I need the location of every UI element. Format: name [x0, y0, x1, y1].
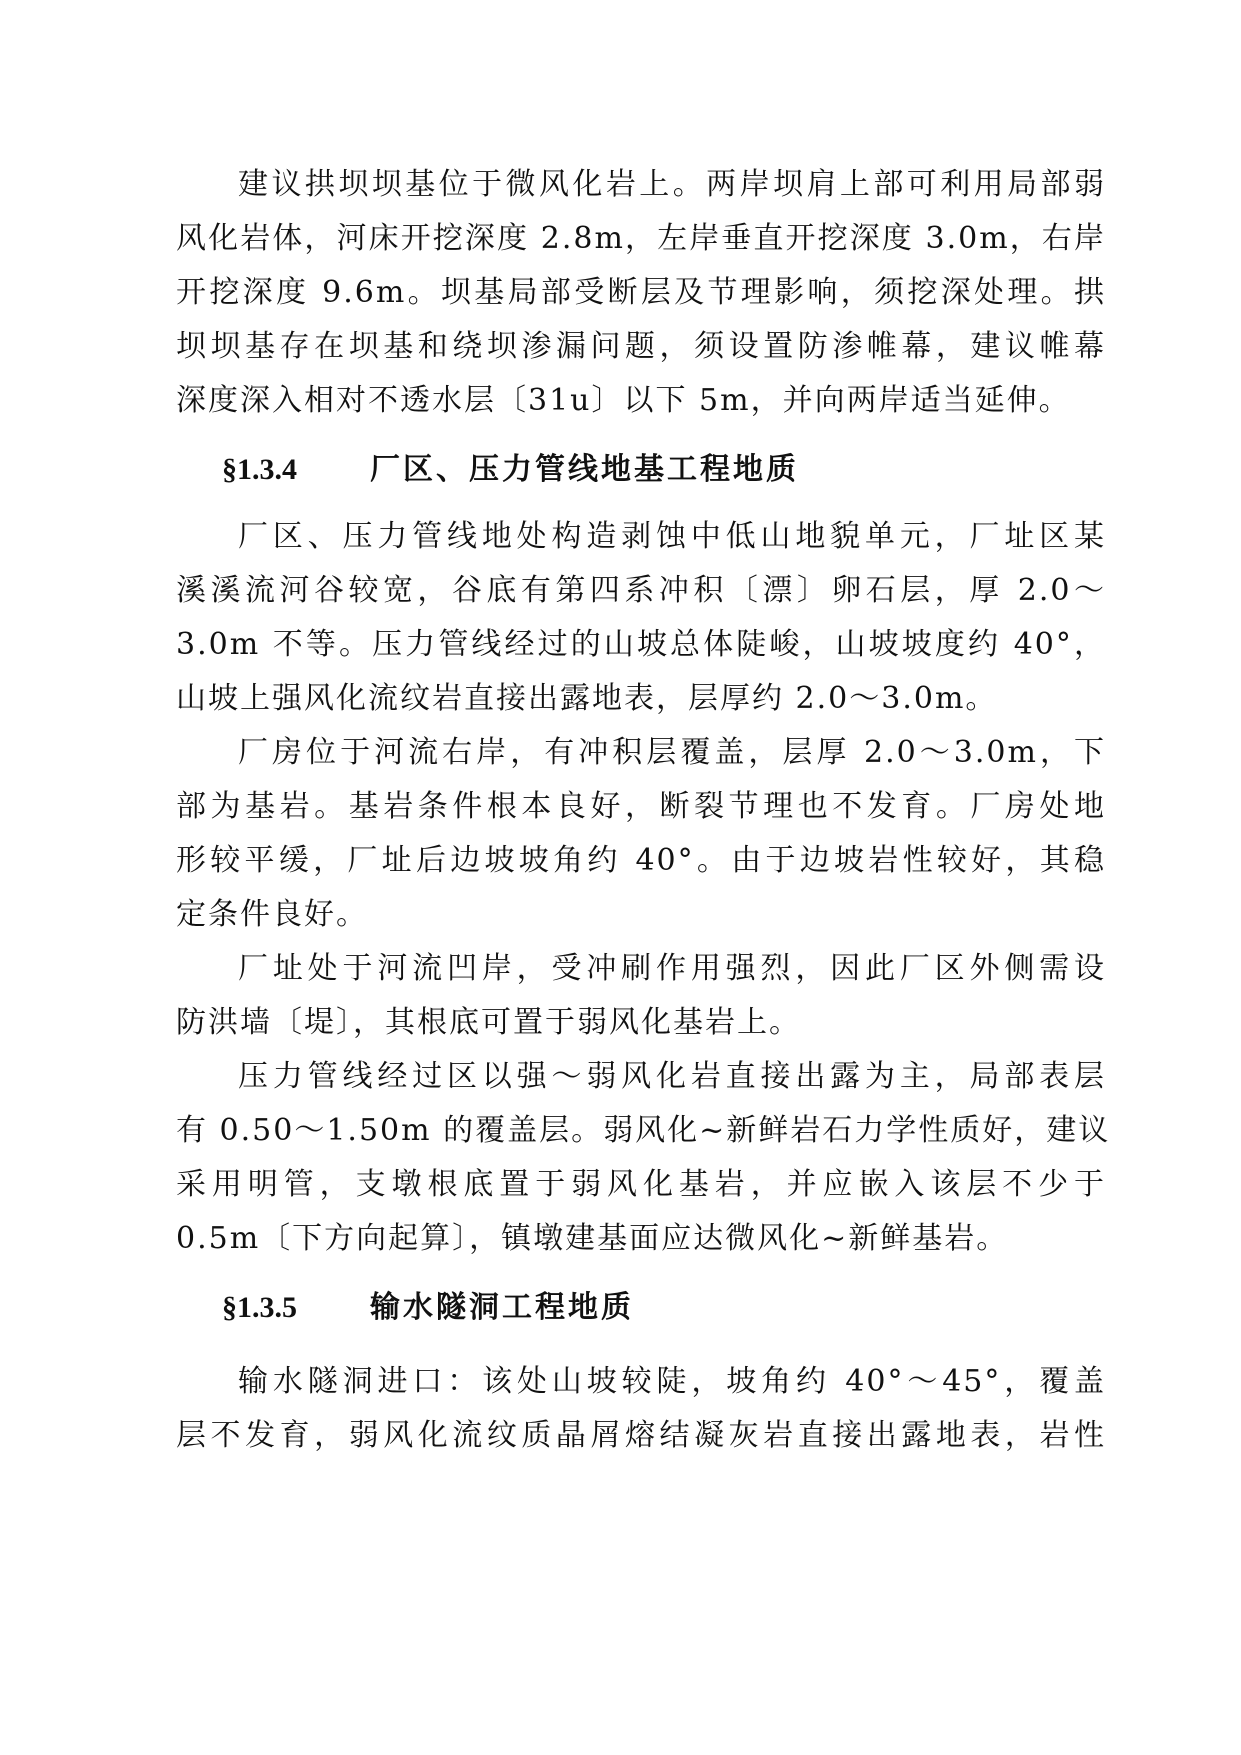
- section-title: 输水隧洞工程地质: [370, 1290, 634, 1325]
- paragraph-line: 层不发育，弱风化流纹质晶屑熔结凝灰岩直接出露地表，岩性: [176, 1418, 1106, 1453]
- paragraph-line: 厂区、压力管线地处构造剥蚀中低山地貌单元，厂址区某: [238, 519, 1106, 554]
- paragraph-line: 山坡上强风化流纹岩直接出露地表，层厚约 2.0～3.0m。: [176, 681, 998, 716]
- paragraph-line: 溪溪流河谷较宽，谷底有第四系冲积〔漂〕卵石层，厚 2.0～: [176, 573, 1106, 608]
- section-number: §1.3.4: [222, 453, 297, 486]
- paragraph-line: 深度深入相对不透水层〔31u〕以下 5m，并向两岸适当延伸。: [176, 383, 1071, 418]
- paragraph-line: 采用明管，支墩根底置于弱风化基岩，并应嵌入该层不少于: [176, 1167, 1106, 1202]
- paragraph-line: 建议拱坝坝基位于微风化岩上。两岸坝肩上部可利用局部弱: [238, 167, 1106, 202]
- paragraph-line: 3.0m 不等。压力管线经过的山坡总体陡峻，山坡坡度约 40°，: [176, 627, 1106, 662]
- section-number: §1.3.5: [222, 1291, 297, 1324]
- paragraph-line: 输水隧洞进口：该处山坡较陡，坡角约 40°～45°，覆盖: [238, 1364, 1106, 1399]
- paragraph-line: 定条件良好。: [176, 897, 368, 932]
- section-heading: [222, 1286, 634, 1330]
- paragraph-line: 开挖深度 9.6m。坝基局部受断层及节理影响，须挖深处理。拱: [176, 275, 1106, 310]
- section-heading: [222, 448, 799, 492]
- paragraph-line: 防洪墙〔堤〕，其根底可置于弱风化基岩上。: [176, 1005, 801, 1040]
- paragraph-line: 压力管线经过区以强～弱风化岩直接出露为主，局部表层: [238, 1059, 1106, 1094]
- paragraph-line: 有 0.50～1.50m 的覆盖层。弱风化~新鲜岩石力学性质好，建议: [176, 1113, 1111, 1148]
- section-title: 厂区、压力管线地基工程地质: [370, 452, 799, 487]
- paragraph-line: 厂房位于河流右岸，有冲积层覆盖，层厚 2.0～3.0m，下: [238, 735, 1106, 770]
- paragraph-line: 坝坝基存在坝基和绕坝渗漏问题，须设置防渗帷幕，建议帷幕: [176, 329, 1106, 364]
- paragraph-line: 0.5m〔下方向起算〕，镇墩建基面应达微风化~新鲜基岩。: [176, 1221, 1009, 1256]
- paragraph-line: 部为基岩。基岩条件根本良好，断裂节理也不发育。厂房处地: [176, 789, 1106, 824]
- paragraph-line: 风化岩体，河床开挖深度 2.8m，左岸垂直开挖深度 3.0m，右岸: [176, 221, 1106, 256]
- paragraph-line: 形较平缓，厂址后边坡坡角约 40°。由于边坡岩性较好，其稳: [176, 843, 1106, 878]
- paragraph-line: 厂址处于河流凹岸，受冲刷作用强烈，因此厂区外侧需设: [238, 951, 1106, 986]
